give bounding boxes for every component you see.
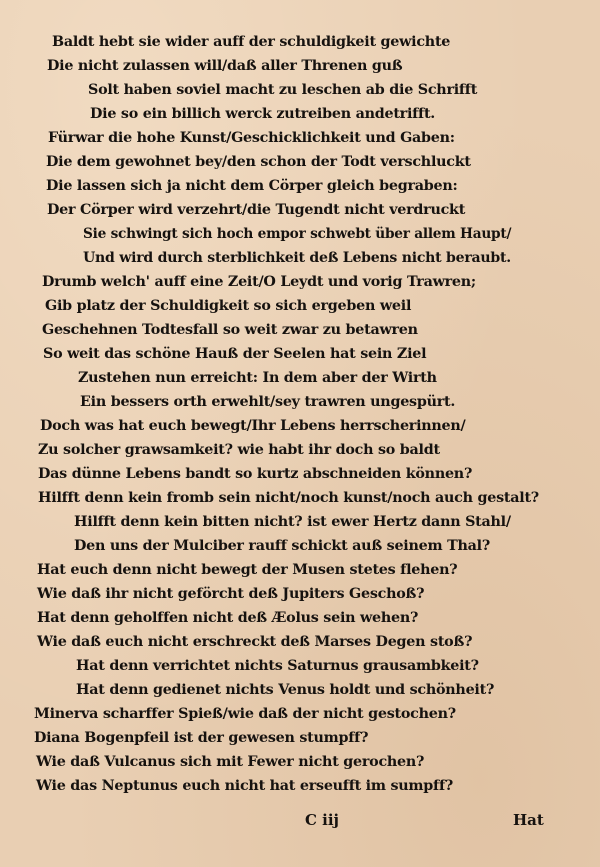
verse-line: Das dünne Lebens bandt so kurtz abschneiden können? [38, 466, 473, 482]
verse-line: Ein bessers orth erwehlt/sey trawren ungespürt. [80, 394, 456, 410]
verse-line: Die lassen sich ja nicht dem Cörper gleich begraben: [46, 178, 458, 194]
verse-line: Der Cörper wird verzehrt/die Tugendt nicht verdruckt [47, 202, 466, 218]
verse-line: Hat denn verrichtet nichts Saturnus grausambkeit? [76, 658, 479, 674]
verse-line: Zu solcher grawsamkeit? wie habt ihr doch so baldt [38, 442, 440, 458]
verse-line: Fürwar die hohe Kunst/Geschicklichkeit und Gaben: [48, 130, 455, 146]
verse-line: Die dem gewohnet bey/den schon der Todt verschluckt [46, 154, 471, 170]
verse-line: Minerva scharffer Spieß/wie daß der nicht gestochen? [34, 706, 456, 722]
verse-line: Diana Bogenpfeil ist der gewesen stumpff? [34, 730, 369, 746]
verse-line: Wie das Neptunus euch nicht hat erseufft im sumpff? [36, 778, 453, 794]
verse-line: Baldt hebt sie wider auff der schuldigkeit gewichte [52, 34, 451, 50]
verse-line: Wie daß euch nicht erschreckt deß Marses Degen stoß? [37, 634, 473, 650]
verse-line: Hat euch denn nicht bewegt der Musen stetes flehen? [37, 562, 458, 578]
verse-line: Zustehen nun erreicht: In dem aber der Wirth [78, 370, 437, 386]
verse-line: Hat denn geholffen nicht deß Æolus sein wehen? [37, 610, 419, 626]
verse-line: Wie daß ihr nicht geförcht deß Jupiters Geschoß? [37, 586, 425, 602]
catchword: Hat [513, 811, 544, 829]
verse-line: Gib platz der Schuldigkeit so sich ergeben weil [45, 298, 412, 314]
verse-line: Wie daß Vulcanus sich mit Fewer nicht gerochen? [36, 754, 425, 770]
verse-line: Sie schwingt sich hoch empor schwebt über allem Haupt/ [83, 226, 512, 242]
verse-line: Solt haben soviel macht zu leschen ab die Schrifft [88, 82, 478, 98]
verse-line: So weit das schöne Hauß der Seelen hat sein Ziel [43, 346, 427, 362]
verse-line: Und wird durch sterblichkeit deß Lebens nicht beraubt. [83, 250, 511, 266]
verse-line: Drumb welch' auff eine Zeit/O Leydt und vorig Trawren; [42, 274, 476, 290]
verse-line: Doch was hat euch bewegt/Ihr Lebens herrscherinnen/ [40, 418, 466, 434]
signature-mark: C iij [305, 811, 339, 829]
verse-line: Den uns der Mulciber rauff schickt auß seinem Thal? [74, 538, 490, 554]
verse-line: Die so ein billich werck zutreiben andetrifft. [90, 106, 436, 122]
verse-line: Geschehnen Todtesfall so weit zwar zu betawren [42, 322, 418, 338]
verse-line: Hat denn gedienet nichts Venus holdt und schönheit? [76, 682, 495, 698]
verse-line: Die nicht zulassen will/daß aller Threnen guß [47, 58, 403, 74]
verse-line: Hilfft denn kein bitten nicht? ist ewer Hertz dann Stahl/ [74, 514, 511, 530]
verse-line: Hilfft denn kein fromb sein nicht/noch kunst/noch auch gestalt? [38, 490, 539, 506]
